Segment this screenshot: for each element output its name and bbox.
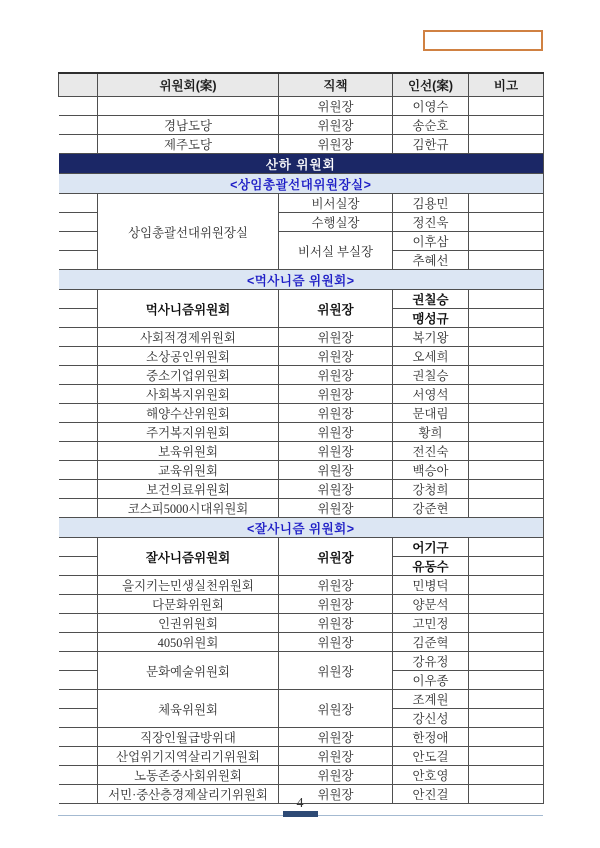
table-cell: 위원장 (279, 633, 393, 652)
table-cell (469, 614, 544, 633)
table-cell (59, 116, 98, 135)
table-cell: 권칠승 (393, 290, 469, 309)
table-cell: 위원장 (279, 690, 393, 728)
table-cell: 추혜선 (393, 251, 469, 270)
table-row (59, 499, 544, 518)
table-cell: 보육위원회 (98, 442, 279, 461)
table-cell: 체육위원회 (98, 690, 279, 728)
table-cell (469, 538, 544, 557)
table-cell: 위원장 (279, 366, 393, 385)
table-cell (469, 251, 544, 270)
table-cell (59, 499, 98, 518)
table-row (59, 97, 544, 116)
table-row (59, 461, 544, 480)
section-banner-light (59, 174, 544, 194)
table-cell: 수행실장 (279, 213, 393, 232)
table-cell (469, 576, 544, 595)
table-cell (469, 366, 544, 385)
table-cell (59, 232, 98, 251)
table-cell (469, 442, 544, 461)
table-cell (469, 232, 544, 251)
column-header-remarks: 비고 (469, 73, 544, 97)
table-cell: 강청희 (393, 480, 469, 499)
table-cell (59, 194, 98, 213)
table-cell: 위원장 (279, 499, 393, 518)
table-cell (469, 480, 544, 499)
table-cell: 권칠승 (393, 366, 469, 385)
table-row (59, 366, 544, 385)
table-cell: 조계원 (393, 690, 469, 709)
table-cell: 고민정 (393, 614, 469, 633)
table-cell: 서영석 (393, 385, 469, 404)
table-cell: 상임총괄선대위원장실 (98, 194, 279, 270)
table-cell: 중소기업위원회 (98, 366, 279, 385)
table-row (59, 442, 544, 461)
table-cell (59, 135, 98, 154)
table-cell: 산업위기지역살리기위원회 (98, 747, 279, 766)
table-cell: 안호영 (393, 766, 469, 785)
table-cell (469, 595, 544, 614)
table-cell (59, 614, 98, 633)
table-cell: 제주도당 (98, 135, 279, 154)
table-cell (59, 709, 98, 728)
table-cell: 위원장 (279, 614, 393, 633)
table-row (59, 135, 544, 154)
table-cell (469, 652, 544, 671)
table-cell (59, 423, 98, 442)
column-header-blank (59, 73, 98, 97)
table-cell (59, 538, 98, 557)
table-cell: 위원장 (279, 423, 393, 442)
table-cell: 전진숙 (393, 442, 469, 461)
table-cell (59, 251, 98, 270)
table-cell: 보건의료위원회 (98, 480, 279, 499)
table-row (59, 423, 544, 442)
table-cell: 송순호 (393, 116, 469, 135)
table-cell: 김용민 (393, 194, 469, 213)
table-cell (469, 766, 544, 785)
table-cell: 위원장 (279, 480, 393, 499)
table-cell: 경남도당 (98, 116, 279, 135)
table-cell (59, 385, 98, 404)
table-cell (469, 290, 544, 309)
table-cell: 김한규 (393, 135, 469, 154)
table-cell (469, 404, 544, 423)
table-cell (469, 116, 544, 135)
table-cell: 위원장 (279, 461, 393, 480)
table-cell: 위원장 (279, 785, 393, 804)
table-cell: 위원장 (279, 538, 393, 576)
table-cell: 다문화위원회 (98, 595, 279, 614)
table-cell (469, 423, 544, 442)
table-cell: 이영수 (393, 97, 469, 116)
table-cell (469, 709, 544, 728)
table-cell: 잘사니즘위원회 (98, 538, 279, 576)
table-cell: 안도걸 (393, 747, 469, 766)
table-cell: 비서실 부실장 (279, 232, 393, 270)
table-body (59, 97, 544, 804)
table-cell: 비서실장 (279, 194, 393, 213)
table-cell (59, 595, 98, 614)
table-cell: 강신성 (393, 709, 469, 728)
table-row (59, 614, 544, 633)
table-cell (59, 766, 98, 785)
table-cell (59, 328, 98, 347)
table-cell: 코스피5000시대위원회 (98, 499, 279, 518)
table-cell (469, 135, 544, 154)
table-cell (59, 290, 98, 309)
table-cell: 이우종 (393, 671, 469, 690)
table-cell (59, 576, 98, 595)
table-cell: 민병덕 (393, 576, 469, 595)
table-row (59, 116, 544, 135)
table-cell: 먹사니즘위원회 (98, 290, 279, 328)
table-cell (469, 671, 544, 690)
table-cell: 이후삼 (393, 232, 469, 251)
table-cell (59, 671, 98, 690)
table-cell: 위원장 (279, 595, 393, 614)
table-row (59, 404, 544, 423)
table-cell (469, 633, 544, 652)
table-cell: 오세희 (393, 347, 469, 366)
table-cell (469, 194, 544, 213)
table-cell (469, 309, 544, 328)
column-header-position: 직책 (279, 73, 393, 97)
table-cell (59, 690, 98, 709)
table-cell: 맹성규 (393, 309, 469, 328)
table-row (59, 538, 544, 557)
table-cell: 을지키는민생실천위원회 (98, 576, 279, 595)
table-row (59, 290, 544, 309)
table-cell (59, 728, 98, 747)
table-cell: 소상공인위원회 (98, 347, 279, 366)
column-header-person: 인선(案) (393, 73, 469, 97)
table-cell (469, 557, 544, 576)
table-cell (469, 785, 544, 804)
section-banner-label: <잘사니즘 위원회> (59, 518, 544, 538)
table-cell (469, 747, 544, 766)
table-cell: 위원장 (279, 290, 393, 328)
table-row (59, 690, 544, 709)
table-cell: 양문석 (393, 595, 469, 614)
table-row (59, 728, 544, 747)
table-cell: 한정애 (393, 728, 469, 747)
table-cell: 위원장 (279, 404, 393, 423)
table-cell (469, 328, 544, 347)
table-cell: 위원장 (279, 97, 393, 116)
section-banner-label: <상임총괄선대위원장실> (59, 174, 544, 194)
table-cell: 위원장 (279, 728, 393, 747)
table-cell (59, 309, 98, 328)
table-cell: 김준혁 (393, 633, 469, 652)
page-number: 4 (296, 796, 304, 811)
table-row (59, 595, 544, 614)
table-row (59, 385, 544, 404)
table-row (59, 633, 544, 652)
table-cell (59, 442, 98, 461)
table-cell (469, 690, 544, 709)
table-cell: 사회적경제위원회 (98, 328, 279, 347)
table-header (59, 73, 544, 97)
table-cell (469, 728, 544, 747)
table-cell (98, 97, 279, 116)
table-cell (59, 652, 98, 671)
table-cell (59, 213, 98, 232)
table-cell: 위원장 (279, 766, 393, 785)
section-banner-light (59, 518, 544, 538)
table-cell: 서민·중산층경제살리기위원회 (98, 785, 279, 804)
table-row (59, 328, 544, 347)
table-row (59, 747, 544, 766)
table-row (59, 576, 544, 595)
table-cell: 교육위원회 (98, 461, 279, 480)
table-cell: 복기왕 (393, 328, 469, 347)
table-cell (469, 347, 544, 366)
table-cell: 위원장 (279, 347, 393, 366)
table-cell: 안진걸 (393, 785, 469, 804)
table-cell: 문화예술위원회 (98, 652, 279, 690)
table-cell: 위원장 (279, 328, 393, 347)
column-header-committee: 위원회(案) (98, 73, 279, 97)
table-cell: 정진욱 (393, 213, 469, 232)
table-cell: 백승아 (393, 461, 469, 480)
table-cell: 위원장 (279, 652, 393, 690)
table-cell (59, 461, 98, 480)
table-row (59, 766, 544, 785)
table-cell: 어기구 (393, 538, 469, 557)
table-cell (59, 785, 98, 804)
table-cell: 위원장 (279, 747, 393, 766)
table-cell: 위원장 (279, 385, 393, 404)
table-cell: 문대림 (393, 404, 469, 423)
section-banner-light (59, 270, 544, 290)
table-cell: 황희 (393, 423, 469, 442)
table-cell: 해양수산위원회 (98, 404, 279, 423)
table-cell (59, 557, 98, 576)
table-cell (59, 404, 98, 423)
table-cell: 직장인월급방위대 (98, 728, 279, 747)
table-row (59, 652, 544, 671)
table-row (59, 194, 544, 213)
section-banner-dark (59, 154, 544, 174)
table-cell (59, 366, 98, 385)
table-cell: 인권위원회 (98, 614, 279, 633)
committee-table (58, 72, 544, 804)
table-row (59, 347, 544, 366)
table-cell: 위원장 (279, 135, 393, 154)
table-cell: 4050위원회 (98, 633, 279, 652)
empty-highlight-box (423, 30, 543, 51)
table-cell: 위원장 (279, 442, 393, 461)
table-cell (59, 633, 98, 652)
table-cell: 강유정 (393, 652, 469, 671)
table-cell (469, 461, 544, 480)
table-cell: 주거복지위원회 (98, 423, 279, 442)
table-cell (59, 747, 98, 766)
header-row (59, 73, 544, 97)
table-cell (59, 347, 98, 366)
section-banner-label: <먹사니즘 위원회> (59, 270, 544, 290)
table-cell (469, 213, 544, 232)
section-banner-label: 산하 위원회 (59, 154, 544, 174)
table-cell: 위원장 (279, 116, 393, 135)
table-cell (59, 97, 98, 116)
table-cell: 유동수 (393, 557, 469, 576)
table-row (59, 480, 544, 499)
table-cell (59, 480, 98, 499)
table-cell: 위원장 (279, 576, 393, 595)
table-cell (469, 97, 544, 116)
table-cell: 사회복지위원회 (98, 385, 279, 404)
table-cell (469, 385, 544, 404)
table-cell (469, 499, 544, 518)
table-cell: 강준현 (393, 499, 469, 518)
table-cell: 노동존중사회위원회 (98, 766, 279, 785)
